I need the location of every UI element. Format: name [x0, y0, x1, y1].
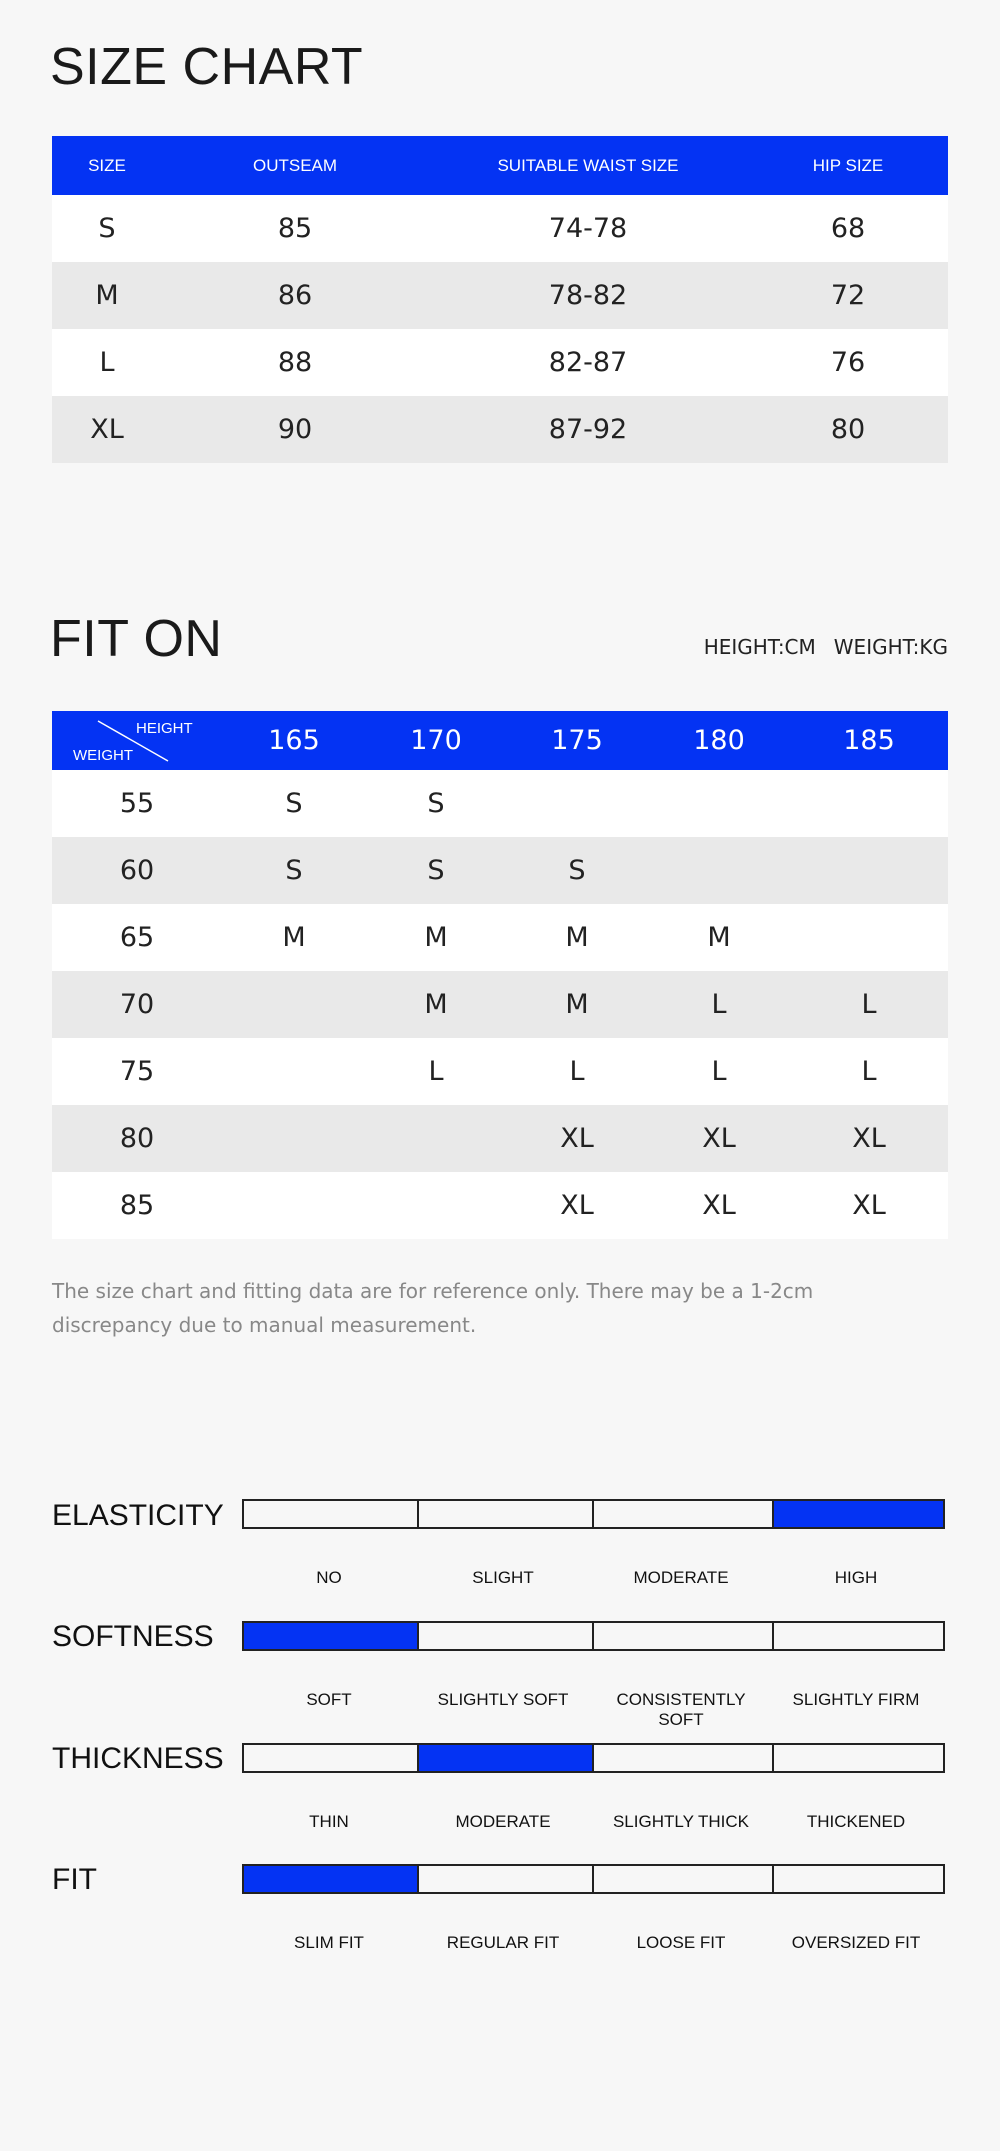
size-cell: XL: [648, 1172, 790, 1239]
size-chart-title: SIZE CHART: [50, 38, 364, 96]
header-hip: HIP SIZE: [748, 136, 948, 195]
scale-divider: [417, 1866, 419, 1892]
height-185: 185: [790, 711, 948, 770]
weight-cell: 70: [52, 971, 222, 1038]
scale-divider: [772, 1501, 774, 1527]
attribute-option-label: MODERATE: [455, 1812, 551, 1831]
scale-segment-selected: [244, 1623, 418, 1649]
weight-cell: 65: [52, 904, 222, 971]
scale-divider: [592, 1623, 594, 1649]
table-cell: 88: [162, 329, 428, 396]
size-chart-table: [52, 136, 948, 463]
table-cell: L: [52, 329, 162, 396]
units-legend: [704, 635, 948, 659]
attribute-option-label: SLIGHTLY FIRM: [792, 1690, 920, 1709]
table-cell: S: [52, 195, 162, 262]
table-row: [52, 396, 948, 463]
size-cell: XL: [790, 1172, 948, 1239]
size-cell: S: [506, 837, 648, 904]
scale-segment: [244, 1501, 418, 1527]
size-cell: [366, 1172, 506, 1239]
table-cell: 82-87: [428, 329, 748, 396]
attribute-label: THICKNESS: [52, 1742, 224, 1775]
size-cell: L: [506, 1038, 648, 1105]
attribute-option-label: THICKENED: [806, 1812, 906, 1831]
height-unit: HEIGHT:CM: [703, 635, 816, 659]
size-cell: XL: [506, 1105, 648, 1172]
size-cell: [222, 971, 366, 1038]
size-cell: [648, 837, 790, 904]
size-cell: [222, 1172, 366, 1239]
header-waist: SUITABLE WAIST SIZE: [428, 136, 748, 195]
weight-unit: WEIGHT:KG: [833, 635, 948, 659]
size-cell: [648, 770, 790, 837]
scale-divider: [417, 1623, 419, 1649]
scale-divider: [417, 1745, 419, 1771]
weight-cell: 60: [52, 837, 222, 904]
table-row: [52, 1105, 948, 1172]
size-cell: S: [222, 837, 366, 904]
height-180: 180: [648, 711, 790, 770]
table-row: [52, 1172, 948, 1239]
scale-segment: [244, 1745, 418, 1771]
table-cell: 87-92: [428, 396, 748, 463]
size-cell: XL: [790, 1105, 948, 1172]
attribute-option-label: CONSISTENTLY SOFT: [616, 1690, 746, 1729]
table-cell: M: [52, 262, 162, 329]
attribute-option-label: NO: [316, 1568, 342, 1587]
size-cell: [366, 1105, 506, 1172]
size-cell: L: [790, 1038, 948, 1105]
fit-on-table: [52, 711, 948, 1239]
table-row: [52, 904, 948, 971]
scale-segment: [418, 1501, 593, 1527]
fit-header-row: [52, 711, 948, 770]
table-cell: XL: [52, 396, 162, 463]
size-cell: [222, 1105, 366, 1172]
weight-cell: 80: [52, 1105, 222, 1172]
size-cell: XL: [506, 1172, 648, 1239]
table-row: [52, 837, 948, 904]
scale-divider: [592, 1745, 594, 1771]
attribute-scale-bar: [242, 1499, 945, 1529]
size-cell: S: [222, 770, 366, 837]
scale-segment: [593, 1501, 773, 1527]
table-cell: 76: [748, 329, 948, 396]
attribute-option-label: SLIGHT: [472, 1568, 534, 1587]
size-cell: M: [506, 971, 648, 1038]
table-cell: 80: [748, 396, 948, 463]
attribute-option-label: SOFT: [306, 1690, 352, 1709]
height-170: 170: [366, 711, 506, 770]
scale-segment: [593, 1745, 773, 1771]
height-175: 175: [506, 711, 648, 770]
size-cell: L: [366, 1038, 506, 1105]
fit-on-title: FIT ON: [50, 610, 223, 668]
table-cell: 86: [162, 262, 428, 329]
size-cell: S: [366, 837, 506, 904]
table-cell: 68: [748, 195, 948, 262]
size-cell: [222, 1038, 366, 1105]
scale-divider: [592, 1501, 594, 1527]
scale-segment: [773, 1866, 943, 1892]
size-cell: L: [790, 971, 948, 1038]
size-cell: XL: [648, 1105, 790, 1172]
table-row: [52, 195, 948, 262]
scale-divider: [417, 1501, 419, 1527]
size-cell: L: [648, 971, 790, 1038]
attribute-scale-bar: [242, 1621, 945, 1651]
attribute-option-label: HIGH: [834, 1568, 878, 1587]
scale-segment-selected: [418, 1745, 593, 1771]
attribute-option-label: SLIGHTLY THICK: [612, 1812, 750, 1831]
corner-cell: [52, 711, 222, 770]
scale-divider: [592, 1866, 594, 1892]
attribute-option-label: SLIGHTLY SOFT: [437, 1690, 569, 1709]
attribute-option-label: LOOSE FIT: [636, 1933, 726, 1952]
scale-segment: [593, 1866, 773, 1892]
size-cell: M: [366, 971, 506, 1038]
attribute-option-label: SLIM FIT: [294, 1933, 364, 1952]
table-row: [52, 971, 948, 1038]
corner-height-label: HEIGHT: [136, 720, 193, 737]
size-cell: [506, 770, 648, 837]
scale-segment: [773, 1745, 943, 1771]
attribute-option-label: OVERSIZED FIT: [791, 1933, 921, 1952]
size-chart-header-row: [52, 136, 948, 195]
table-row: [52, 262, 948, 329]
scale-segment-selected: [773, 1501, 943, 1527]
size-cell: S: [366, 770, 506, 837]
attribute-option-label: REGULAR FIT: [446, 1933, 560, 1952]
attribute-option-label: THIN: [309, 1812, 349, 1831]
attribute-label: ELASTICITY: [52, 1499, 224, 1532]
weight-cell: 75: [52, 1038, 222, 1105]
table-row: [52, 329, 948, 396]
attribute-scale-bar: [242, 1743, 945, 1773]
size-cell: [790, 904, 948, 971]
scale-divider: [772, 1866, 774, 1892]
header-size: SIZE: [52, 136, 162, 195]
size-cell: L: [648, 1038, 790, 1105]
size-cell: [790, 837, 948, 904]
size-cell: M: [366, 904, 506, 971]
size-cell: [790, 770, 948, 837]
attribute-label: FIT: [52, 1863, 97, 1896]
scale-divider: [772, 1745, 774, 1771]
attribute-scale-bar: [242, 1864, 945, 1894]
scale-segment: [593, 1623, 773, 1649]
table-row: [52, 1038, 948, 1105]
size-cell: M: [506, 904, 648, 971]
table-row: [52, 770, 948, 837]
scale-divider: [772, 1623, 774, 1649]
scale-segment-selected: [244, 1866, 418, 1892]
table-cell: 90: [162, 396, 428, 463]
size-cell: M: [648, 904, 790, 971]
weight-cell: 85: [52, 1172, 222, 1239]
size-cell: M: [222, 904, 366, 971]
disclaimer-note: The size chart and fitting data are for reference only. There may be a 1-2cm discrepancy due to manual measurement.: [52, 1279, 814, 1337]
scale-segment: [418, 1866, 593, 1892]
attribute-label: SOFTNESS: [52, 1620, 214, 1653]
table-cell: 78-82: [428, 262, 748, 329]
corner-weight-label: WEIGHT: [73, 747, 133, 764]
height-165: 165: [222, 711, 366, 770]
scale-segment: [418, 1623, 593, 1649]
weight-cell: 55: [52, 770, 222, 837]
header-outseam: OUTSEAM: [162, 136, 428, 195]
table-cell: 74-78: [428, 195, 748, 262]
attribute-option-label: MODERATE: [633, 1568, 729, 1587]
scale-segment: [773, 1623, 943, 1649]
table-cell: 72: [748, 262, 948, 329]
table-cell: 85: [162, 195, 428, 262]
